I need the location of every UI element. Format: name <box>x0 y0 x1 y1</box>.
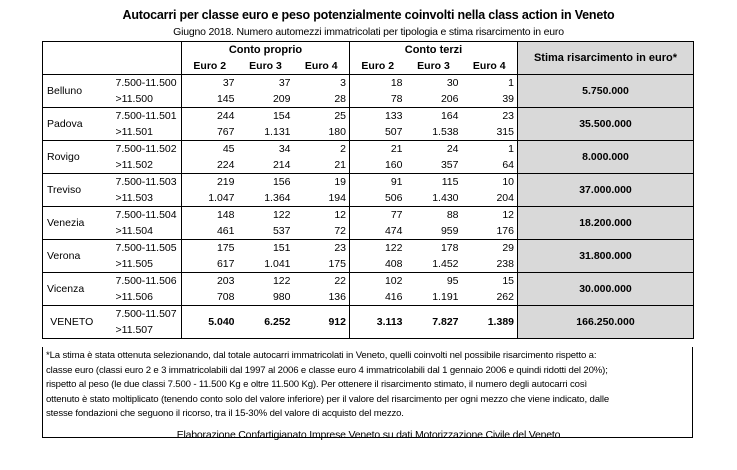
value-cell: 194 <box>328 192 346 204</box>
value-cell: 1.452 <box>432 258 459 270</box>
province-name: Verona <box>43 240 100 273</box>
value-cell: 1 <box>462 75 518 92</box>
total-label: VENETO <box>43 306 100 339</box>
value-cell: 18 <box>350 75 406 92</box>
weight-class: 7.500-11.503 <box>100 174 182 191</box>
value-cell: 72 <box>334 225 346 237</box>
estimate-cell: 5.750.000 <box>518 75 694 108</box>
estimate-cell: 31.800.000 <box>518 240 694 273</box>
total-value: 912 <box>294 306 350 339</box>
value-cell: 25 <box>294 108 350 125</box>
value-cell: 214 <box>272 159 291 171</box>
value-cell: 29 <box>462 240 518 257</box>
data-table <box>42 41 694 339</box>
value-cell: 34 <box>238 141 294 158</box>
value-cell: 136 <box>328 291 346 303</box>
value-cell: 315 <box>496 126 514 138</box>
estimate-cell: 37.000.000 <box>518 174 694 207</box>
weight-class: 7.500-11.500 <box>100 75 182 92</box>
weight-class: >11.507 <box>100 322 182 339</box>
value-cell: 262 <box>496 291 514 303</box>
value-cell: 1.538 <box>432 126 459 138</box>
value-cell: 209 <box>272 93 291 105</box>
value-cell: 151 <box>238 240 294 257</box>
table-row <box>43 273 694 290</box>
value-cell: 206 <box>440 93 459 105</box>
value-cell: 178 <box>406 240 462 257</box>
total-value: 1.389 <box>462 306 518 339</box>
table-subtitle: Giugno 2018. Numero automezzi immatricolati per tipologia e stima risarcimento in euro <box>173 26 564 38</box>
table-row <box>43 75 694 92</box>
value-cell: 23 <box>294 240 350 257</box>
estimate-cell: 8.000.000 <box>518 141 694 174</box>
weight-class: >11.500 <box>115 93 153 105</box>
province-name: Padova <box>43 108 100 141</box>
weight-class: 7.500-11.505 <box>100 240 182 257</box>
value-cell: 10 <box>462 174 518 191</box>
value-cell: 164 <box>406 108 462 125</box>
total-value: 3.113 <box>350 306 406 339</box>
footnote-line: rispetto al peso (le due classi 7.500 - 11.500 Kg e oltre 11.500 Kg). Per ottenere il risarcimento stimato, il numero degli autocarri così <box>46 379 587 391</box>
value-cell: 22 <box>294 273 350 290</box>
value-cell: 176 <box>496 225 514 237</box>
province-name: Belluno <box>43 75 100 108</box>
value-cell: 175 <box>328 258 346 270</box>
value-cell: 30 <box>406 75 462 92</box>
value-cell: 21 <box>350 141 406 158</box>
table-row <box>43 141 694 158</box>
value-cell: 122 <box>238 207 294 224</box>
weight-class: >11.501 <box>115 126 153 138</box>
weight-class: 7.500-11.506 <box>100 273 182 290</box>
value-cell: 12 <box>462 207 518 224</box>
header-conto-terzi: Conto terzi <box>350 42 518 59</box>
value-cell: 203 <box>182 273 238 290</box>
value-cell: 708 <box>182 289 238 306</box>
value-cell: 204 <box>496 192 514 204</box>
value-cell: 408 <box>350 256 406 273</box>
total-estimate: 166.250.000 <box>518 306 694 339</box>
footnote-line: classe euro (classi euro 2 e 3 immatricolabili dal 1997 al 2006 e classe euro 4 immatricolabili dal 1 gennaio 2006 e quindi ridotti del 20%); <box>46 364 608 376</box>
weight-class: >11.502 <box>115 159 153 171</box>
value-cell: 12 <box>294 207 350 224</box>
value-cell: 28 <box>334 93 346 105</box>
source-footer: Elaborazione Confartigianato Imprese Veneto su dati Motorizzazione Civile del Veneto <box>176 429 561 441</box>
weight-class: >11.505 <box>115 258 153 270</box>
value-cell: 133 <box>350 108 406 125</box>
weight-class: 7.500-11.504 <box>100 207 182 224</box>
header-ct-euro3: Euro 3 <box>417 60 450 72</box>
table-row <box>43 174 694 191</box>
value-cell: 1 <box>462 141 518 158</box>
weight-class: 7.500-11.502 <box>100 141 182 158</box>
value-cell: 507 <box>350 124 406 141</box>
value-cell: 3 <box>294 75 350 92</box>
header-cp-euro4: Euro 4 <box>304 60 338 72</box>
value-cell: 219 <box>182 174 238 191</box>
total-value: 5.040 <box>182 306 238 339</box>
value-cell: 95 <box>406 273 462 290</box>
value-cell: 461 <box>182 223 238 240</box>
value-cell: 122 <box>350 240 406 257</box>
header-cp-euro3: Euro 3 <box>249 60 282 72</box>
value-cell: 357 <box>440 159 459 171</box>
province-name: Rovigo <box>43 141 100 174</box>
total-value: 7.827 <box>406 306 462 339</box>
value-cell: 39 <box>502 93 514 105</box>
header-ct-euro2: Euro 2 <box>350 58 406 75</box>
value-cell: 1.047 <box>182 190 238 207</box>
header-stima: Stima risarcimento in euro* <box>518 42 694 75</box>
value-cell: 24 <box>406 141 462 158</box>
value-cell: 23 <box>462 108 518 125</box>
value-cell: 77 <box>350 207 406 224</box>
value-cell: 767 <box>182 124 238 141</box>
table-row <box>43 240 694 257</box>
corner-cell-2 <box>43 58 182 75</box>
value-cell: 37 <box>182 75 238 92</box>
value-cell: 122 <box>238 273 294 290</box>
value-cell: 238 <box>496 258 514 270</box>
value-cell: 1.131 <box>264 126 291 138</box>
value-cell: 160 <box>350 157 406 174</box>
value-cell: 2 <box>294 141 350 158</box>
header-cp-euro2: Euro 2 <box>182 58 238 75</box>
footnote-line: ottenuto è stato moltiplicato (tenendo conto solo del valore inferiore) per il valore del risarcimento per ogni mezzo che viene indicato, dalle <box>46 393 610 405</box>
value-cell: 224 <box>182 157 238 174</box>
footnote-line: *La stima è stata ottenuta selezionando, dal totale autocarri immatricolati in Veneto, quelli coinvolti nel possibile risarcimento rispetto a: <box>46 350 597 361</box>
corner-cell <box>43 42 182 59</box>
value-cell: 980 <box>272 291 291 303</box>
value-cell: 175 <box>182 240 238 257</box>
value-cell: 148 <box>182 207 238 224</box>
value-cell: 115 <box>406 174 462 191</box>
value-cell: 416 <box>350 289 406 306</box>
value-cell: 537 <box>272 225 291 237</box>
footnote <box>42 347 693 438</box>
value-cell: 145 <box>182 91 238 108</box>
value-cell: 88 <box>406 207 462 224</box>
weight-class: >11.503 <box>115 192 153 204</box>
value-cell: 617 <box>182 256 238 273</box>
value-cell: 180 <box>328 126 346 138</box>
value-cell: 78 <box>350 91 406 108</box>
value-cell: 15 <box>462 273 518 290</box>
weight-class: 7.500-11.507 <box>100 306 182 323</box>
value-cell: 1.364 <box>264 192 291 204</box>
total-row <box>43 306 694 323</box>
header-ct-euro4: Euro 4 <box>472 60 506 72</box>
value-cell: 959 <box>440 225 459 237</box>
weight-class: >11.504 <box>115 225 153 237</box>
value-cell: 102 <box>350 273 406 290</box>
table-row <box>43 108 694 125</box>
value-cell: 19 <box>294 174 350 191</box>
value-cell: 154 <box>238 108 294 125</box>
value-cell: 1.430 <box>432 192 459 204</box>
value-cell: 64 <box>502 159 514 171</box>
table-row <box>43 207 694 224</box>
province-name: Vicenza <box>43 273 100 306</box>
value-cell: 21 <box>334 159 346 171</box>
estimate-cell: 30.000.000 <box>518 273 694 306</box>
value-cell: 506 <box>350 190 406 207</box>
estimate-cell: 35.500.000 <box>518 108 694 141</box>
value-cell: 156 <box>238 174 294 191</box>
header-conto-proprio: Conto proprio <box>182 42 350 59</box>
value-cell: 474 <box>350 223 406 240</box>
total-value: 6.252 <box>238 306 294 339</box>
value-cell: 91 <box>350 174 406 191</box>
table-title: Autocarri per classe euro e peso potenzialmente coinvolti nella class action in Veneto <box>122 8 615 22</box>
value-cell: 45 <box>182 141 238 158</box>
value-cell: 244 <box>182 108 238 125</box>
value-cell: 1.041 <box>264 258 291 270</box>
footnote-line: stesse fondazioni che seguono il ricorso, tra il 15-30% del valore di acquisto del mezzo. <box>46 408 404 420</box>
province-name: Venezia <box>43 207 100 240</box>
value-cell: 1.191 <box>432 291 459 303</box>
estimate-cell: 18.200.000 <box>518 207 694 240</box>
province-name: Treviso <box>43 174 100 207</box>
weight-class: >11.506 <box>115 291 153 303</box>
value-cell: 37 <box>238 75 294 92</box>
weight-class: 7.500-11.501 <box>100 108 182 125</box>
